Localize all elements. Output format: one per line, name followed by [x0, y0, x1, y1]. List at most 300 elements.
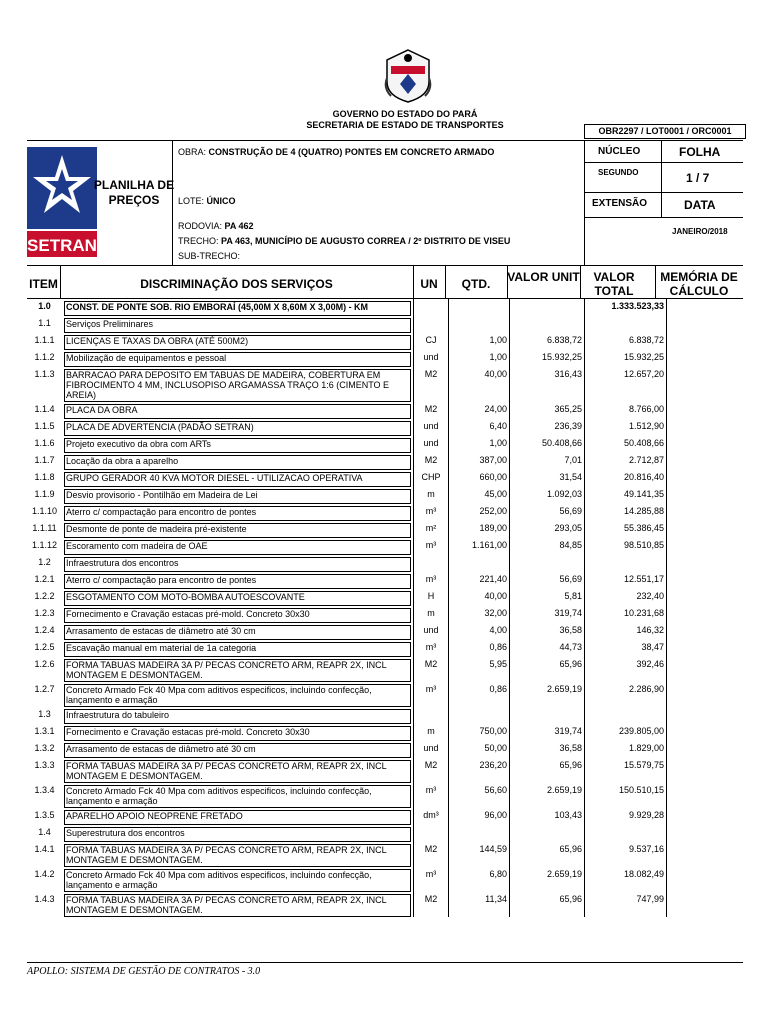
item-cell-text: 1.2.5 — [34, 642, 55, 652]
unit-value-cell-text: 15.932,25 — [541, 352, 582, 362]
item-cell-text: 1.0 — [38, 301, 51, 311]
quantity-cell-text: 50,00 — [484, 743, 507, 753]
item-cell — [27, 623, 62, 640]
total-value-cell-text: 55.386,45 — [623, 523, 664, 533]
item-cell — [27, 419, 62, 436]
rodovia-line — [178, 221, 254, 232]
unit-cell — [414, 487, 449, 504]
total-value-cell — [585, 682, 667, 707]
item-cell — [27, 724, 62, 741]
item-cell — [27, 606, 62, 623]
item-cell-text: 1.3.3 — [34, 760, 55, 770]
item-cell-text: 1.4 — [38, 827, 51, 837]
total-value-cell — [585, 842, 667, 867]
header-divider-mid — [661, 140, 662, 217]
description-cell-text: Locação da obra a aparelho — [64, 455, 411, 470]
description-cell — [62, 453, 414, 470]
total-value-cell — [585, 640, 667, 657]
unit-value-cell — [510, 842, 585, 867]
nucleo-label: NÚCLEO — [598, 146, 641, 157]
table-row — [27, 707, 749, 724]
quantity-cell — [449, 402, 510, 419]
description-cell — [62, 892, 414, 917]
item-cell — [27, 402, 62, 419]
table-row — [27, 783, 749, 808]
quantity-cell — [449, 640, 510, 657]
total-value-cell — [585, 783, 667, 808]
quantity-cell-text: 252,00 — [479, 506, 507, 516]
memoria-cell — [667, 538, 750, 555]
gov-line-1: GOVERNO DO ESTADO DO PARÁ — [332, 109, 478, 119]
table-row — [27, 504, 749, 521]
rodovia-label: RODOVIA: — [178, 221, 223, 231]
description-cell-text: Desvio provisorio - Pontilhão em Madeira de Lei — [64, 489, 411, 504]
total-value-cell-text: 15.932,25 — [623, 352, 664, 362]
total-value-cell-text: 6.838,72 — [628, 335, 664, 345]
header-divider-right — [584, 140, 585, 265]
quantity-cell-text: 56,60 — [484, 785, 507, 795]
memoria-cell — [667, 623, 750, 640]
col-qtd: QTD. — [461, 277, 491, 291]
unit-cell-text: M2 — [424, 659, 438, 669]
description-cell-text: Aterro c/ compactação para encontro de pontes — [64, 506, 411, 521]
quantity-cell-text: 1,00 — [489, 352, 507, 362]
item-cell — [27, 470, 62, 487]
description-cell — [62, 640, 414, 657]
unit-value-cell-text: 365,25 — [554, 404, 582, 414]
table-row — [27, 333, 749, 350]
unit-value-cell — [510, 682, 585, 707]
total-value-cell-text: 9.929,28 — [628, 810, 664, 820]
table-row — [27, 453, 749, 470]
total-value-cell-text: 49.141,35 — [623, 489, 664, 499]
table-row — [27, 350, 749, 367]
item-cell-text: 1.1.2 — [34, 352, 55, 362]
quantity-cell — [449, 741, 510, 758]
unit-value-cell-text: 2.659,19 — [546, 785, 582, 795]
unit-value-cell — [510, 707, 585, 724]
item-cell — [27, 572, 62, 589]
unit-cell-text: m³ — [425, 506, 437, 516]
trecho-value: PA 463, MUNICÍPIO DE AUGUSTO CORREA / 2º DISTRITO DE VISEU — [221, 236, 511, 246]
unit-cell — [414, 419, 449, 436]
unit-value-cell — [510, 623, 585, 640]
table-row — [27, 572, 749, 589]
total-value-cell — [585, 402, 667, 419]
item-cell — [27, 333, 62, 350]
description-cell — [62, 783, 414, 808]
table-row — [27, 402, 749, 419]
total-value-cell-text: 12.551,17 — [623, 574, 664, 584]
item-cell-text: 1.1.1 — [34, 335, 55, 345]
unit-value-cell — [510, 367, 585, 402]
unit-cell-text: und — [423, 625, 439, 635]
unit-cell — [414, 367, 449, 402]
unit-value-cell — [510, 724, 585, 741]
table-row — [27, 724, 749, 741]
unit-value-cell-text: 65,96 — [559, 760, 582, 770]
unit-value-cell-text: 7,01 — [564, 455, 582, 465]
unit-value-cell — [510, 419, 585, 436]
lote-line — [178, 196, 236, 207]
quantity-cell-text: 40,00 — [484, 591, 507, 601]
description-cell-text: Arrasamento de estacas de diâmetro até 30 cm — [64, 743, 411, 758]
quantity-cell — [449, 842, 510, 867]
quantity-cell — [449, 333, 510, 350]
total-value-cell — [585, 572, 667, 589]
unit-cell — [414, 521, 449, 538]
col-item: ITEM — [29, 277, 58, 291]
description-cell-text: FORMA TABUAS MADEIRA 3A P/ PECAS CONCRETO ARM, REAPR 2X, INCL MONTAGEM E DESMONTAGEM. — [64, 760, 411, 783]
total-value-cell — [585, 808, 667, 825]
item-cell-text: 1.2.2 — [34, 591, 55, 601]
unit-value-cell-text: 2.659,19 — [546, 684, 582, 694]
total-value-cell-text: 2.286,90 — [628, 684, 664, 694]
description-cell — [62, 623, 414, 640]
description-cell-text: Concreto Armado Fck 40 Mpa com aditivos especificos, incluindo confecção, lançamento e armação — [64, 785, 411, 808]
total-value-cell-text: 15.579,75 — [623, 760, 664, 770]
unit-value-cell — [510, 572, 585, 589]
nucleo-value: SEGUNDO — [598, 168, 639, 177]
unit-cell-text: m³ — [425, 869, 437, 879]
unit-value-cell-text: 316,43 — [554, 369, 582, 379]
item-cell-text: 1.4.2 — [34, 869, 55, 879]
memoria-cell — [667, 682, 750, 707]
total-value-cell — [585, 606, 667, 623]
unit-value-cell — [510, 470, 585, 487]
col-memoria-calculo: MEMÓRIA DE CÁLCULO — [660, 270, 738, 298]
quantity-cell-text: 0,86 — [489, 684, 507, 694]
item-cell — [27, 825, 62, 842]
unit-cell-text: und — [423, 352, 439, 362]
unit-value-cell-text: 56,69 — [559, 574, 582, 584]
quantity-cell — [449, 707, 510, 724]
total-value-cell — [585, 892, 667, 917]
unit-value-cell-text: 50.408,66 — [541, 438, 582, 448]
unit-cell-text: M2 — [424, 369, 438, 379]
unit-value-cell-text: 319,74 — [554, 726, 582, 736]
description-cell — [62, 470, 414, 487]
description-cell-text: Escoramento com madeira de OAE — [64, 540, 411, 555]
data-value: JANEIRO/2018 — [672, 227, 728, 236]
item-cell-text: 1.1.10 — [31, 506, 58, 516]
header-row-line-1 — [584, 162, 743, 163]
quantity-cell — [449, 367, 510, 402]
unit-cell — [414, 623, 449, 640]
item-cell-text: 1.1 — [38, 318, 51, 328]
quantity-cell — [449, 724, 510, 741]
quantity-cell — [449, 436, 510, 453]
quantity-cell-text: 189,00 — [479, 523, 507, 533]
quantity-cell — [449, 758, 510, 783]
description-cell-text: ESGOTAMENTO COM MOTO-BOMBA AUTOESCOVANTE — [64, 591, 411, 606]
memoria-cell — [667, 657, 750, 682]
memoria-cell — [667, 783, 750, 808]
description-cell — [62, 606, 414, 623]
description-cell — [62, 299, 414, 316]
total-value-cell — [585, 316, 667, 333]
total-value-cell — [585, 453, 667, 470]
memoria-cell — [667, 299, 750, 316]
description-cell — [62, 419, 414, 436]
quantity-cell — [449, 521, 510, 538]
col-un: UN — [420, 277, 438, 291]
total-value-cell — [585, 825, 667, 842]
total-value-cell-text: 20.816,40 — [623, 472, 664, 482]
unit-cell — [414, 758, 449, 783]
item-cell — [27, 707, 62, 724]
total-value-cell-text: 392,46 — [636, 659, 664, 669]
total-value-cell — [585, 333, 667, 350]
item-cell — [27, 657, 62, 682]
items-body — [27, 299, 749, 917]
item-cell — [27, 867, 62, 892]
description-cell — [62, 842, 414, 867]
table-row — [27, 657, 749, 682]
quantity-cell-text: 1,00 — [489, 438, 507, 448]
unit-cell-text: M2 — [424, 844, 438, 854]
unit-cell-text: M2 — [424, 760, 438, 770]
unit-value-cell — [510, 606, 585, 623]
quantity-cell — [449, 589, 510, 606]
description-cell-text: CONST. DE PONTE SOB. RIO EMBORAÍ (45,00M X 8,60M X 3,00M) - KM — [64, 301, 411, 316]
col-valor-total: VALOR TOTAL — [593, 270, 635, 298]
unit-cell-text: und — [423, 421, 439, 431]
planilha-title: PLANILHA DE PREÇOS — [93, 178, 175, 207]
unit-cell — [414, 453, 449, 470]
quantity-cell-text: 40,00 — [484, 369, 507, 379]
unit-cell — [414, 316, 449, 333]
quantity-cell-text: 24,00 — [484, 404, 507, 414]
unit-cell-text: m² — [425, 523, 437, 533]
item-cell-text: 1.3.5 — [34, 810, 55, 820]
description-cell-text: Aterro c/ compactação para encontro de pontes — [64, 574, 411, 589]
total-value-cell — [585, 724, 667, 741]
total-value-cell-text: 50.408,66 — [623, 438, 664, 448]
quantity-cell — [449, 316, 510, 333]
quantity-cell — [449, 808, 510, 825]
description-cell — [62, 367, 414, 402]
unit-cell — [414, 707, 449, 724]
item-cell-text: 1.3 — [38, 709, 51, 719]
unit-value-cell — [510, 316, 585, 333]
description-cell — [62, 724, 414, 741]
unit-value-cell — [510, 402, 585, 419]
total-value-cell — [585, 538, 667, 555]
item-cell-text: 1.1.8 — [34, 472, 55, 482]
description-cell — [62, 741, 414, 758]
quantity-cell-text: 1,00 — [489, 335, 507, 345]
unit-value-cell — [510, 640, 585, 657]
total-value-cell — [585, 521, 667, 538]
description-cell-text: Arrasamento de estacas de diâmetro até 30 cm — [64, 625, 411, 640]
description-cell — [62, 521, 414, 538]
total-value-cell — [585, 299, 667, 316]
quantity-cell — [449, 623, 510, 640]
memoria-cell — [667, 640, 750, 657]
unit-value-cell-text: 36,58 — [559, 625, 582, 635]
unit-cell — [414, 657, 449, 682]
total-value-cell-text: 18.082,49 — [623, 869, 664, 879]
unit-value-cell — [510, 299, 585, 316]
description-cell — [62, 572, 414, 589]
description-cell-text: Concreto Armado Fck 40 Mpa com aditivos especificos, incluindo confecção, lançamento e armação — [64, 869, 411, 892]
memoria-cell — [667, 350, 750, 367]
trecho-label: TRECHO: — [178, 236, 219, 246]
unit-cell-text: und — [423, 743, 439, 753]
total-value-cell-text: 232,40 — [636, 591, 664, 601]
unit-cell — [414, 299, 449, 316]
item-cell-text: 1.1.4 — [34, 404, 55, 414]
logo-text: SETRAN — [27, 236, 97, 255]
unit-cell-text: CJ — [425, 335, 437, 345]
unit-cell-text: m — [427, 489, 435, 499]
description-cell-text: GRUPO GERADOR 40 KVA MOTOR DIESEL - UTILIZACAO OPERATIVA — [64, 472, 411, 487]
item-cell-text: 1.3.2 — [34, 743, 55, 753]
quantity-cell — [449, 555, 510, 572]
table-row — [27, 867, 749, 892]
trecho-line — [178, 236, 510, 247]
item-cell — [27, 842, 62, 867]
item-cell — [27, 783, 62, 808]
unit-value-cell — [510, 436, 585, 453]
table-row — [27, 808, 749, 825]
item-cell-text: 1.1.6 — [34, 438, 55, 448]
total-value-cell — [585, 487, 667, 504]
unit-value-cell — [510, 657, 585, 682]
unit-value-cell-text: 65,96 — [559, 659, 582, 669]
description-cell-text: FORMA TABUAS MADEIRA 3A P/ PECAS CONCRETO ARM, REAPR 2X, INCL MONTAGEM E DESMONTAGEM. — [64, 844, 411, 867]
total-value-cell-text: 1.333.523,33 — [611, 301, 664, 311]
memoria-cell — [667, 555, 750, 572]
unit-cell — [414, 783, 449, 808]
item-cell-text: 1.3.4 — [34, 785, 55, 795]
state-crest-icon — [383, 48, 433, 104]
total-value-cell-text: 1.829,00 — [628, 743, 664, 753]
subtrecho-label: SUB-TRECHO: — [178, 251, 241, 261]
item-cell-text: 1.2.6 — [34, 659, 55, 669]
total-value-cell — [585, 470, 667, 487]
quantity-cell — [449, 867, 510, 892]
table-row — [27, 825, 749, 842]
table-row — [27, 436, 749, 453]
quantity-cell-text: 6,80 — [489, 869, 507, 879]
description-cell — [62, 758, 414, 783]
quantity-cell-text: 750,00 — [479, 726, 507, 736]
item-cell-text: 1.2.4 — [34, 625, 55, 635]
description-cell — [62, 504, 414, 521]
unit-value-cell — [510, 453, 585, 470]
rodovia-value: PA 462 — [224, 221, 254, 231]
item-cell-text: 1.2.1 — [34, 574, 55, 584]
total-value-cell — [585, 504, 667, 521]
description-cell-text: FORMA TABUAS MADEIRA 3A P/ PECAS CONCRETO ARM, REAPR 2X, INCL MONTAGEM E DESMONTAGEM. — [64, 659, 411, 682]
total-value-cell — [585, 623, 667, 640]
data-label: DATA — [684, 198, 716, 212]
quantity-cell — [449, 487, 510, 504]
description-cell-text: LICENÇAS E TAXAS DA OBRA (ATÉ 500M2) — [64, 335, 411, 350]
total-value-cell — [585, 367, 667, 402]
quantity-cell-text: 5,95 — [489, 659, 507, 669]
total-value-cell — [585, 419, 667, 436]
total-value-cell-text: 12.657,20 — [623, 369, 664, 379]
memoria-cell — [667, 572, 750, 589]
table-row — [27, 521, 749, 538]
obra-line — [178, 147, 494, 158]
total-value-cell-text: 1.512,90 — [628, 421, 664, 431]
total-value-cell — [585, 657, 667, 682]
memoria-cell — [667, 825, 750, 842]
unit-cell-text: m³ — [425, 574, 437, 584]
item-cell — [27, 808, 62, 825]
memoria-cell — [667, 402, 750, 419]
quantity-cell-text: 4,00 — [489, 625, 507, 635]
unit-cell — [414, 682, 449, 707]
unit-cell — [414, 504, 449, 521]
quantity-cell-text: 0,86 — [489, 642, 507, 652]
quantity-cell-text: 236,20 — [479, 760, 507, 770]
lote-label: LOTE: — [178, 196, 205, 206]
item-cell — [27, 521, 62, 538]
description-cell — [62, 487, 414, 504]
total-value-cell-text: 98.510,85 — [623, 540, 664, 550]
memoria-cell — [667, 470, 750, 487]
item-cell — [27, 538, 62, 555]
extensao-label: EXTENSÃO — [592, 198, 648, 209]
table-row — [27, 316, 749, 333]
total-value-cell — [585, 707, 667, 724]
table-row — [27, 682, 749, 707]
unit-cell — [414, 724, 449, 741]
quantity-cell — [449, 350, 510, 367]
government-title — [280, 109, 530, 131]
total-value-cell — [585, 555, 667, 572]
unit-cell — [414, 842, 449, 867]
unit-cell — [414, 589, 449, 606]
unit-value-cell-text: 103,43 — [554, 810, 582, 820]
description-cell — [62, 867, 414, 892]
item-cell — [27, 367, 62, 402]
item-cell-text: 1.2.7 — [34, 684, 55, 694]
table-row — [27, 419, 749, 436]
unit-value-cell — [510, 350, 585, 367]
memoria-cell — [667, 808, 750, 825]
unit-value-cell — [510, 333, 585, 350]
item-cell — [27, 299, 62, 316]
memoria-cell — [667, 589, 750, 606]
unit-cell-text: m — [427, 726, 435, 736]
description-cell — [62, 589, 414, 606]
description-cell — [62, 333, 414, 350]
unit-value-cell — [510, 867, 585, 892]
unit-cell-text: m³ — [425, 642, 437, 652]
memoria-cell — [667, 707, 750, 724]
item-cell-text: 1.1.3 — [34, 369, 55, 379]
setran-logo — [27, 147, 97, 259]
memoria-cell — [667, 453, 750, 470]
unit-value-cell-text: 5,81 — [564, 591, 582, 601]
total-value-cell — [585, 350, 667, 367]
unit-value-cell — [510, 504, 585, 521]
item-cell-text: 1.2.3 — [34, 608, 55, 618]
unit-value-cell-text: 36,58 — [559, 743, 582, 753]
description-cell-text: PLACA DA OBRA — [64, 404, 411, 419]
unit-value-cell-text: 56,69 — [559, 506, 582, 516]
item-cell — [27, 589, 62, 606]
unit-cell-text: M2 — [424, 455, 438, 465]
total-value-cell-text: 9.537,16 — [628, 844, 664, 854]
table-row — [27, 470, 749, 487]
